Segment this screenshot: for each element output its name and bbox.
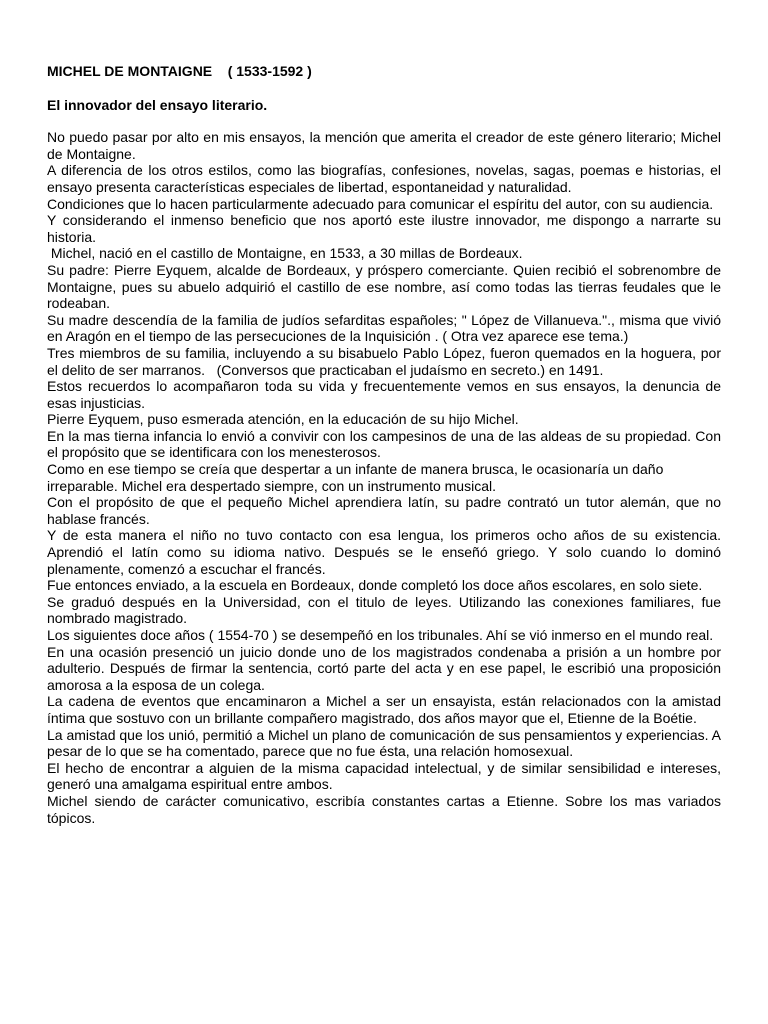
title-dates: ( 1533-1592 ) [227, 63, 312, 79]
paragraph: Los siguientes doce años ( 1554-70 ) se desempeñó en los tribunales. Ahí se vió inmerso en el mundo real. [47, 627, 714, 643]
paragraph: Condiciones que lo hacen particularmente adecuado para comunicar el espíritu del autor, con su audiencia. [47, 195, 714, 212]
paragraph: Fue entonces enviado, a la escuela en Bordeaux, donde completó los doce años escolares, en solo siete. [47, 577, 703, 594]
paragraph: El hecho de encontrar a alguien de la misma capacidad intelectual, y de similar sensibilidad e intereses, generó una amalgama espiritual entre ambos. [47, 759, 721, 793]
paragraph: Tres miembros de su familia, incluyendo a su bisabuelo Pablo López, fueron quemados en la hoguera, por el delito de ser marranos. (Conversos que practicaban el judaísmo en secreto.) en 1491. [47, 344, 725, 378]
paragraph: La cadena de eventos que encaminaron a Michel a ser un ensayista, están relacionados con la amistad íntima que sostuvo con un brillante compañero magistrado, dos años mayor que el, Etienne de la Boétie. [47, 693, 721, 726]
paragraph: Y considerando el inmenso beneficio que nos aportó este ilustre innovador, me dispongo a narrarte su historia. [47, 212, 721, 245]
paragraph: Michel siendo de carácter comunicativo, escribía constantes cartas a Etienne. Sobre los mas variados tópicos. [47, 792, 721, 826]
document-subtitle: El innovador del ensayo literario. [47, 96, 268, 113]
document-page [47, 63, 725, 826]
paragraph: La amistad que los unió, permitió a Michel un plano de comunicación de sus pensamientos y experiencias. A pesar de lo que se ha comentado, parece que no fue ésta, una relación homosexual. [47, 726, 721, 760]
paragraph: Y de esta manera el niño no tuvo contacto con esa lengua, los primeros ocho años de su existencia. Aprendió el latín como su idioma nativo. Después se le enseñó griego. Y solo cuando lo dominó plenamente, comenzó a escuchar el francés. [47, 527, 721, 577]
document-title [47, 63, 721, 80]
paragraph: Pierre Eyquem, puso esmerada atención, en la educación de su hijo Michel. [47, 411, 519, 428]
document-body [47, 129, 725, 826]
paragraph: Se graduó después en la Universidad, con el titulo de leyes. Utilizando las conexiones familiares, fue nombrado magistrado. [47, 593, 721, 627]
title-name: MICHEL DE MONTAIGNE [47, 63, 213, 79]
paragraph: En la mas tierna infancia lo envió a convivir con los campesinos de una de las aldeas de su propiedad. Con el propósito que se identificara con los menesterosos. [47, 427, 721, 461]
paragraph: irreparable. Michel era despertado siempre, con un instrumento musical. [47, 477, 496, 494]
paragraph: A diferencia de los otros estilos, como las biografías, confesiones, novelas, sagas, poemas e historias, el ensayo presenta características especiales de libertad, espontaneidad y naturalidad. [47, 162, 721, 195]
paragraph: En una ocasión presenció un juicio donde uno de los magistrados condenaba a prisión a un hombre por adulterio. Después de firmar la sentencia, cortó parte del acta y en ese papel, le escribió una proposición amorosa a la esposa de un colega. [47, 643, 721, 693]
paragraph: Su padre: Pierre Eyquem, alcalde de Bordeaux, y próspero comerciante. Quien recibió el sobrenombre de Montaigne, pues su abuelo adquirió el castillo de ese nombre, así como todas las tierras feudales que le rodeaban. [47, 261, 721, 312]
paragraph: Con el propósito de que el pequeño Michel aprendiera latín, su padre contrató un tutor alemán, que no hablase francés. [47, 494, 721, 527]
paragraph: No puedo pasar por alto en mis ensayos, la mención que amerita el creador de este género literario; Michel de Montaigne. [47, 129, 721, 162]
paragraph: Michel, nació en el castillo de Montaigne, en 1533, a 30 millas de Bordeaux. [47, 245, 523, 262]
paragraph: Como en ese tiempo se creía que despertar a un infante de manera brusca, le ocasionaría un daño [47, 461, 664, 478]
paragraph: Su madre descendía de la familia de judíos sefarditas españoles; " López de Villanueva."., misma que vivió en Aragón en el tiempo de las persecuciones de la Inquisición . ( Otra vez aparece ese tema.) [47, 311, 721, 345]
paragraph: Estos recuerdos lo acompañaron toda su vida y frecuentemente vemos en sus ensayos, la denuncia de esas injusticias. [47, 378, 721, 411]
